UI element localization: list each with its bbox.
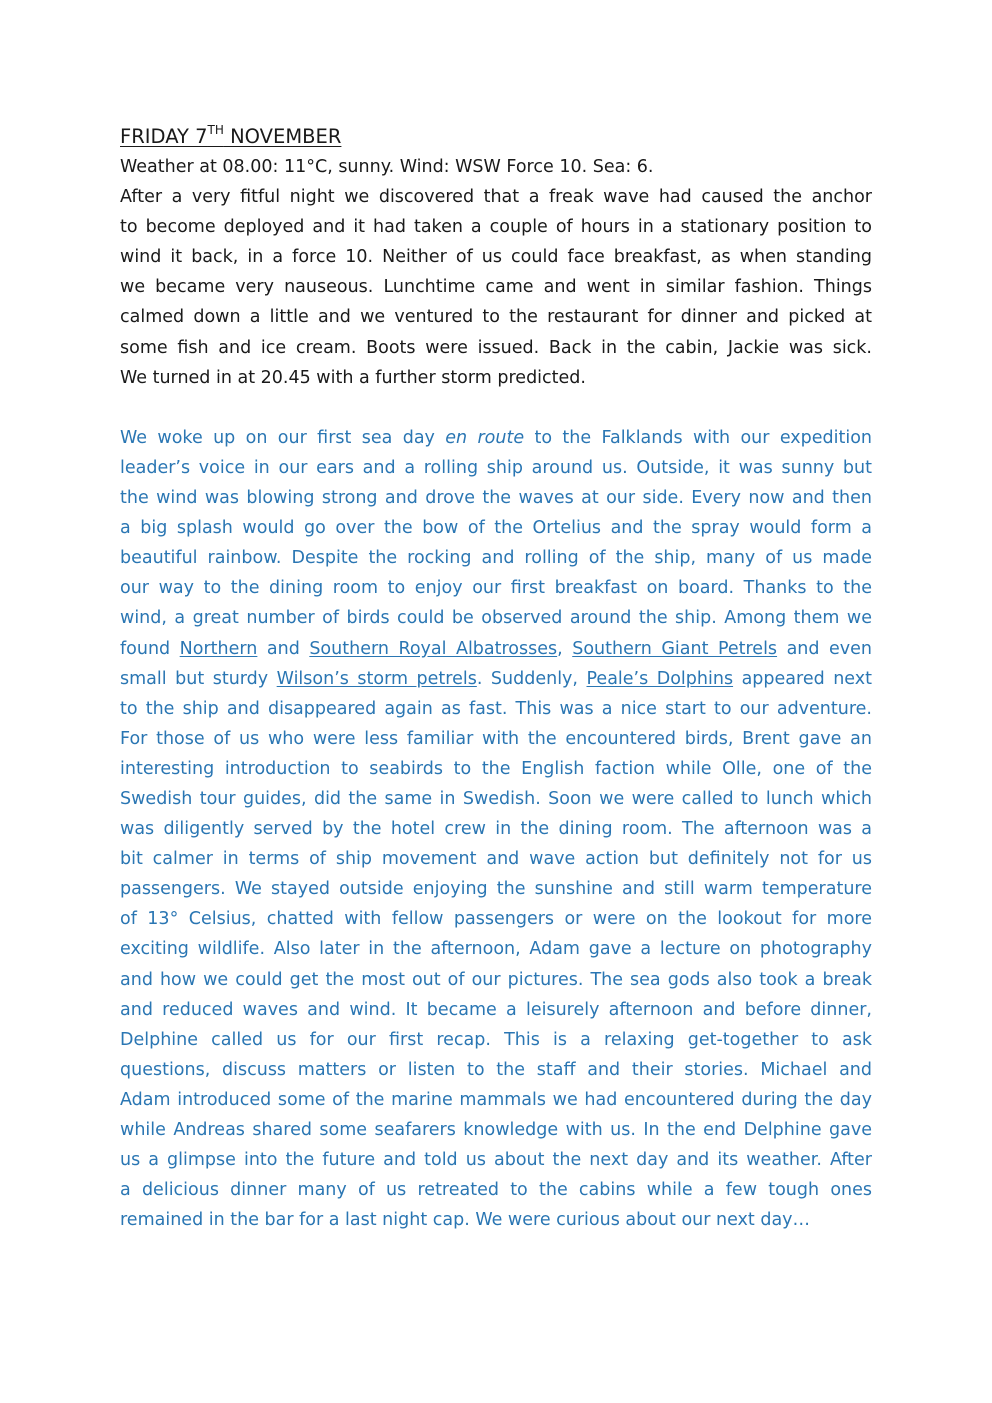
log-line: our way to the dining room to enjoy our first breakfast on board. Thanks to the bbox=[120, 578, 872, 599]
log-line: remained in the bar for a last night cap. We were curious about our next day… bbox=[120, 1210, 811, 1231]
log-emphasis: en route bbox=[445, 427, 525, 448]
log-line: Adam introduced some of the marine mammals we had encountered during the day bbox=[120, 1089, 872, 1110]
log-text: . Suddenly, bbox=[476, 668, 587, 689]
log-line: beautiful rainbow. Despite the rocking and rolling of the ship, many of us made bbox=[120, 548, 872, 569]
log-line: and reduced waves and wind. It became a leisurely afternoon and before dinner, bbox=[120, 999, 872, 1020]
link-northern-royal-albatross[interactable]: Northern bbox=[179, 638, 258, 659]
log-text: , bbox=[557, 638, 573, 659]
diary-line: we became very nauseous. Lunchtime came and went in similar fashion. Things bbox=[120, 277, 872, 298]
log-line: Delphine called us for our first recap. This is a relaxing get-together to ask bbox=[120, 1029, 872, 1050]
page-heading bbox=[120, 122, 872, 152]
log-text: appeared next bbox=[733, 668, 872, 689]
log-line: wind, a great number of birds could be observed around the ship. Among them we bbox=[120, 608, 872, 629]
log-line: a delicious dinner many of us retreated to the cabins while a few tough ones bbox=[120, 1180, 872, 1201]
log-line: a big splash would go over the bow of the Ortelius and the spray would form a bbox=[120, 518, 872, 539]
log-line: to the ship and disappeared again as fast. This was a nice start to our adventure. bbox=[120, 698, 872, 719]
diary-line: some fish and ice cream. Boots were issued. Back in the cabin, Jackie was sick. bbox=[120, 337, 872, 358]
heading-day: FRIDAY 7 bbox=[120, 125, 208, 148]
log-line: the wind was blowing strong and drove the waves at our side. Every now and then bbox=[120, 488, 872, 509]
log-line: passengers. We stayed outside enjoying the sunshine and still warm temperature bbox=[120, 879, 872, 900]
diary-line: calmed down a little and we ventured to the restaurant for dinner and picked at bbox=[120, 307, 872, 328]
log-line bbox=[120, 423, 872, 453]
link-wilsons-storm-petrels[interactable]: Wilson’s storm petrels bbox=[276, 668, 477, 689]
log-line: For those of us who were less familiar with the encountered birds, Brent gave an bbox=[120, 728, 872, 749]
log-text: and bbox=[257, 638, 310, 659]
log-text: We woke up on our first sea day bbox=[120, 427, 446, 448]
log-line: while Andreas shared some seafarers knowledge with us. In the end Delphine gave bbox=[120, 1120, 872, 1140]
log-line bbox=[120, 634, 872, 664]
link-peales-dolphins[interactable]: Peale’s Dolphins bbox=[586, 668, 734, 689]
paragraph-gap bbox=[120, 393, 872, 423]
heading-day-suffix: TH bbox=[207, 122, 224, 137]
diary-entry bbox=[120, 182, 872, 393]
log-line: interesting introduction to seabirds to the English faction while Olle, one of the bbox=[120, 758, 872, 779]
log-line: bit calmer in terms of ship movement and wave action but definitely not for us bbox=[120, 849, 872, 870]
weather-report: Weather at 08.00: 11°C, sunny. Wind: WSW Force 10. Sea: 6. bbox=[120, 157, 654, 177]
expedition-log bbox=[120, 423, 872, 1236]
log-text: found bbox=[120, 638, 180, 659]
diary-line: After a very fitful night we discovered that a freak wave had caused the anchor bbox=[120, 187, 872, 208]
log-line: us a glimpse into the future and told us about the next day and its weather. After bbox=[120, 1150, 872, 1171]
log-line: exciting wildlife. Also later in the afternoon, Adam gave a lecture on photography bbox=[120, 939, 872, 960]
diary-line: wind it back, in a force 10. Neither of us could face breakfast, as when standing bbox=[120, 247, 872, 268]
log-text: and even bbox=[777, 638, 872, 659]
link-southern-royal-albatrosses[interactable]: Southern Royal Albatrosses bbox=[309, 638, 558, 659]
log-line: and how we could get the most out of our pictures. The sea gods also took a break bbox=[120, 969, 872, 990]
link-southern-giant-petrels[interactable]: Southern Giant Petrels bbox=[572, 638, 778, 659]
log-line: of 13° Celsius, chatted with fellow passengers or were on the lookout for more bbox=[120, 909, 872, 930]
log-line bbox=[120, 664, 872, 694]
log-text: to the Falklands with our expedition bbox=[524, 427, 873, 448]
heading-month: NOVEMBER bbox=[223, 125, 342, 148]
diary-line: to become deployed and it had taken a couple of hours in a stationary position to bbox=[120, 217, 872, 238]
document-page bbox=[120, 122, 872, 1235]
log-line: Swedish tour guides, did the same in Swedish. Soon we were called to lunch which bbox=[120, 788, 872, 809]
log-line: was diligently served by the hotel crew in the dining room. The afternoon was a bbox=[120, 819, 872, 840]
diary-line: We turned in at 20.45 with a further storm predicted. bbox=[120, 367, 586, 388]
log-line: leader’s voice in our ears and a rolling ship around us. Outside, it was sunny but bbox=[120, 457, 872, 478]
log-line: questions, discuss matters or listen to the staff and their stories. Michael and bbox=[120, 1059, 872, 1080]
log-text: small but sturdy bbox=[120, 668, 277, 689]
